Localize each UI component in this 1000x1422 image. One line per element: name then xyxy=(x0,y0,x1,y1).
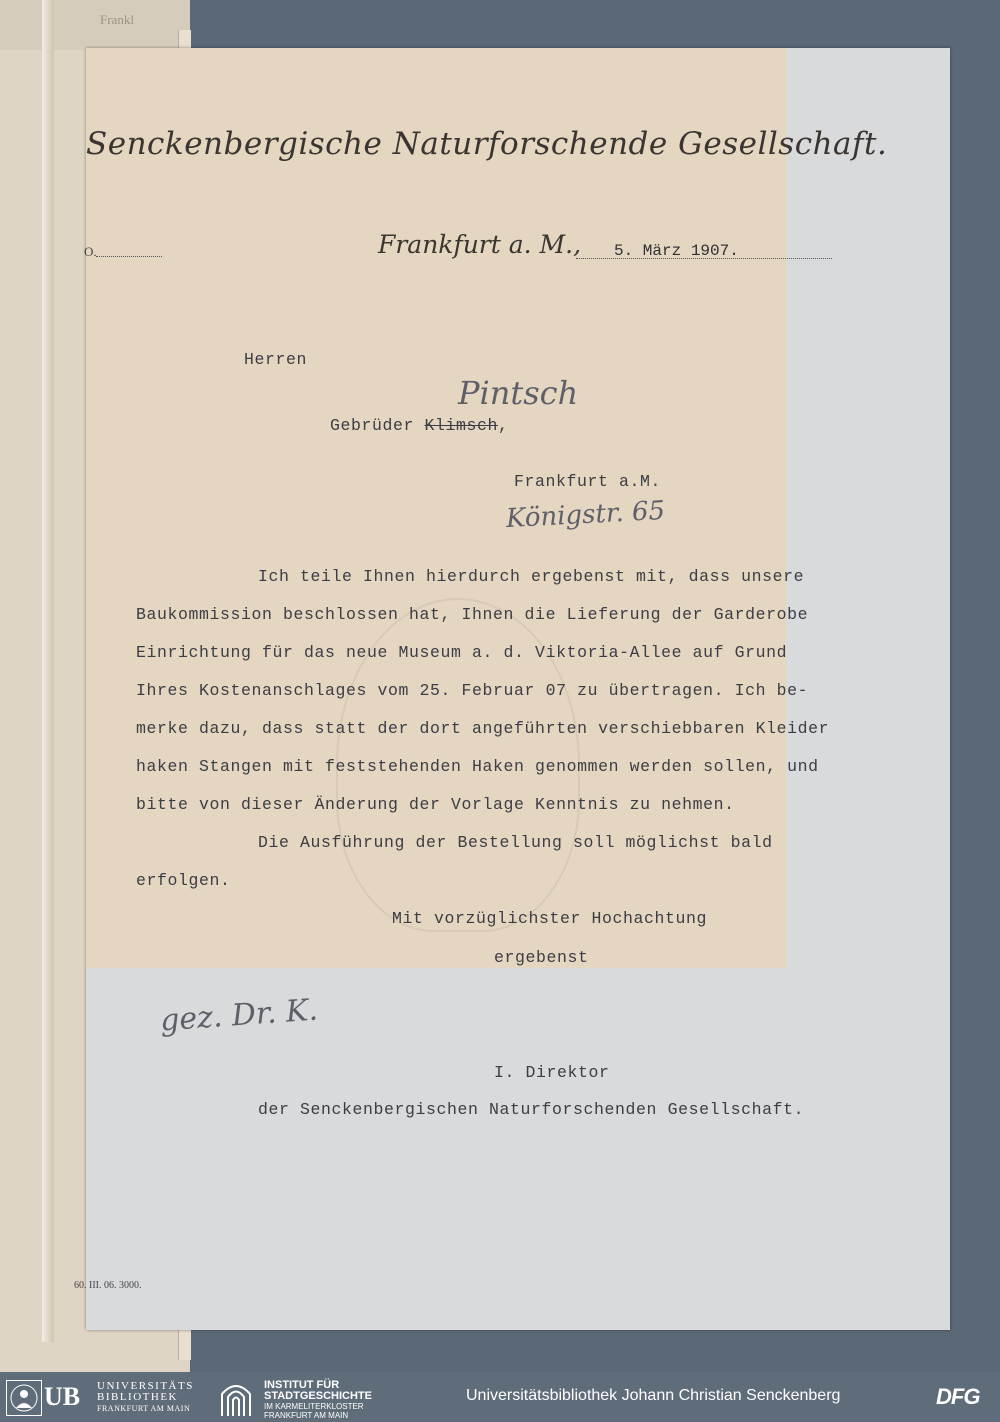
footer-bar xyxy=(0,1372,1000,1422)
recipient-prefix: Gebrüder xyxy=(330,416,415,435)
body-line: merke dazu, dass statt der dort angeführten verschiebbaren Kleider xyxy=(136,719,830,738)
body-line: Einrichtung für das neue Museum a. d. Viktoria-Allee auf Grund xyxy=(136,643,788,662)
ub-logo-text[interactable]: UB xyxy=(44,1382,81,1411)
dfg-logo[interactable]: DFG xyxy=(936,1384,980,1409)
footer-library-title[interactable]: Universitätsbibliothek Johann Christian Senckenberg xyxy=(466,1387,841,1404)
recipient-suffix: , xyxy=(498,416,509,435)
closing-ergebenst: ergebenst xyxy=(494,948,589,967)
body-line: Ihres Kostenanschlages vom 25. Februar 07 zu übertragen. Ich be- xyxy=(136,681,809,700)
reference-prefix: O. xyxy=(84,244,97,259)
letterhead: Senckenbergische Naturforschende Gesellschaft. xyxy=(86,126,888,162)
body-line: erfolgen. xyxy=(136,871,231,890)
body-line: haken Stangen mit feststehenden Haken genommen werden sollen, und xyxy=(136,757,819,776)
folder-fold xyxy=(42,0,54,1342)
body-line: Ich teile Ihnen hierdurch ergebenst mit, dass unsere xyxy=(258,567,805,586)
isg-logo-lines[interactable] xyxy=(264,1380,372,1420)
form-number: 60. III. 06. 3000. xyxy=(74,1280,142,1291)
isg-line3: IM KARMELITERKLOSTER xyxy=(264,1402,364,1411)
body-line: Die Ausführung der Bestellung soll möglichst bald xyxy=(258,833,773,852)
place-line: Frankfurt a. M., xyxy=(378,230,582,259)
reference-dotted-line xyxy=(96,256,162,257)
ub-seal-icon[interactable] xyxy=(6,1380,42,1416)
recipient-city: Frankfurt a.M. xyxy=(514,472,662,491)
salutation: Herren xyxy=(244,350,308,369)
isg-line1: INSTITUT FÜR xyxy=(264,1379,340,1391)
handwritten-signature: gez. Dr. K. xyxy=(158,992,319,1039)
isg-line4: FRANKFURT AM MAIN xyxy=(264,1411,349,1420)
letter-date: 5. März 1907. xyxy=(614,242,739,260)
ub-line1: UNIVERSITÄTS xyxy=(97,1380,194,1392)
body-line: bitte von dieser Änderung der Vorlage Kenntnis zu nehmen. xyxy=(136,795,735,814)
closing-phrase: Mit vorzüglichster Hochachtung xyxy=(392,909,708,928)
isg-arch-icon[interactable] xyxy=(218,1378,254,1416)
signature-title: I. Direktor xyxy=(494,1063,610,1082)
ub-logo-lines[interactable] xyxy=(97,1381,194,1414)
recipient-line xyxy=(330,416,509,435)
body-line: Baukommission beschlossen hat, Ihnen die Lieferung der Garderobe xyxy=(136,605,809,624)
letter-sheet xyxy=(74,48,950,1330)
isg-line2: STADTGESCHICHTE xyxy=(264,1390,372,1402)
ub-line2: BIBLIOTHEK xyxy=(97,1391,178,1403)
signature-organization: der Senckenbergischen Naturforschenden Gesellschaft. xyxy=(258,1100,805,1119)
handwritten-recipient-name: Pintsch xyxy=(458,374,579,412)
ub-line3: FRANKFURT AM MAIN xyxy=(97,1404,191,1413)
handwritten-street: Königstr. 65 xyxy=(505,495,666,535)
struck-recipient-name: Klimsch xyxy=(424,416,499,435)
underlying-sheet-text: Frankl xyxy=(100,12,134,27)
